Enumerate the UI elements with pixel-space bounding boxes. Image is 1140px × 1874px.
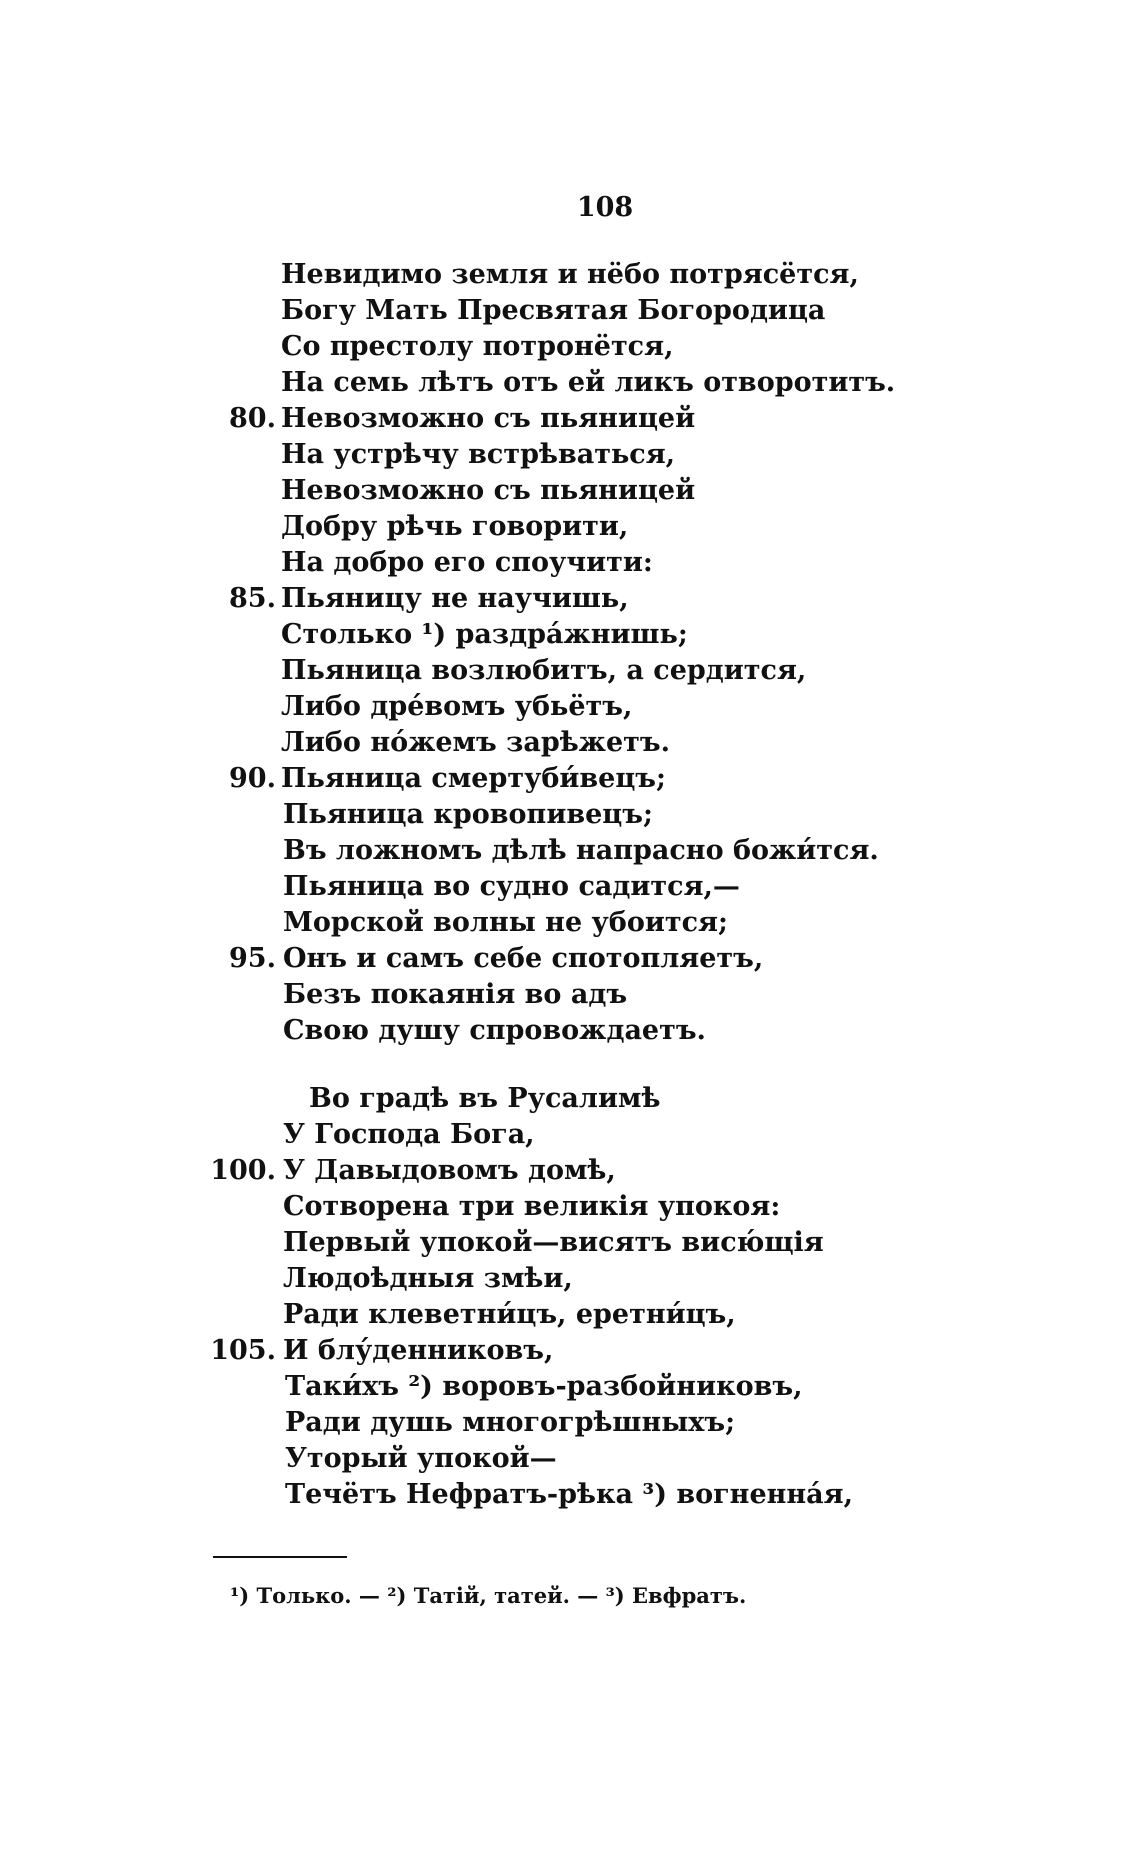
page-number: 108 xyxy=(576,192,634,223)
line-number: 80. xyxy=(229,403,276,434)
verse-line: Первый упокой—висятъ висю́щія xyxy=(283,1227,824,1258)
verse-line: Невозможно съ пьяницей xyxy=(281,475,696,506)
verse-line: Пьяница возлюбитъ, а сердится, xyxy=(281,655,807,686)
verse-line: Пьяница во судно садится,— xyxy=(283,871,740,902)
verse-line: Пьяница кровопивецъ; xyxy=(283,799,653,830)
verse-line: Либо но́жемъ зарѣжетъ. xyxy=(281,727,670,758)
verse-line: 85. Пьяницу не научишь, xyxy=(229,583,629,614)
verse-line: Таки́хъ ²) воровъ-разбойниковъ, xyxy=(285,1371,803,1402)
verse-line: 100. У Давыдовомъ домѣ, xyxy=(210,1155,616,1186)
verse-line: Сотворена три великія упокоя: xyxy=(283,1191,781,1222)
verse-line: Ради душь многогрѣшныхъ; xyxy=(285,1407,736,1438)
verse-line: Свою душу спровождаетъ. xyxy=(283,1015,706,1046)
verse-line: На семь лѣтъ отъ ей ликъ отворотитъ. xyxy=(281,367,896,398)
line-number: 85. xyxy=(229,583,276,614)
verse-line: Морской волны не убоится; xyxy=(283,907,728,938)
verse-line: Либо дре́вомъ убьётъ, xyxy=(281,691,633,722)
verse-line: 95. Онъ и самъ себе спотопляетъ, xyxy=(229,943,764,974)
verse-line: Добру рѣчь говорити, xyxy=(281,511,629,542)
line-number: 95. xyxy=(229,943,276,974)
verse-line: Ради клеветни́цъ, еретни́цъ, xyxy=(283,1299,736,1330)
verse-line: Уторый упокой— xyxy=(285,1443,557,1474)
line-number: 90. xyxy=(229,763,276,794)
line-number: 105. xyxy=(210,1335,276,1366)
verse-line: Течётъ Нефратъ-рѣка ³) вогненна́я, xyxy=(285,1479,853,1510)
verse-line: Во градѣ въ Русалимѣ xyxy=(309,1083,661,1114)
verse-line: Въ ложномъ дѣлѣ напрасно божи́тся. xyxy=(283,835,879,866)
footnotes: ¹) Только. — ²) Татій, татей. — ³) Евфратъ. xyxy=(230,1583,747,1608)
verse-line: Невидимо земля и нёбо потрясётся, xyxy=(281,259,859,290)
verse-line: На устрѣчу встрѣваться, xyxy=(281,439,676,470)
verse-line: Безъ покаянія во адъ xyxy=(283,979,628,1010)
footnote-divider xyxy=(213,1556,347,1558)
verse-line: Со престолу потронётся, xyxy=(281,331,674,362)
verse-line: Людоѣдныя змѣи, xyxy=(283,1263,573,1294)
verse-line: У Господа Бога, xyxy=(283,1119,535,1150)
line-number: 100. xyxy=(210,1155,276,1186)
verse-line: 105. И блу́денниковъ, xyxy=(210,1335,554,1366)
verse-line: Столько ¹) раздра́жнишь; xyxy=(281,619,688,650)
verse-line: На добро его споучити: xyxy=(281,547,653,578)
verse-line: Богу Мать Пресвятая Богородица xyxy=(281,295,826,326)
verse-line: 90. Пьяница смертуби́вецъ; xyxy=(229,763,666,794)
verse-line: 80. Невозможно съ пьяницей xyxy=(229,403,696,434)
